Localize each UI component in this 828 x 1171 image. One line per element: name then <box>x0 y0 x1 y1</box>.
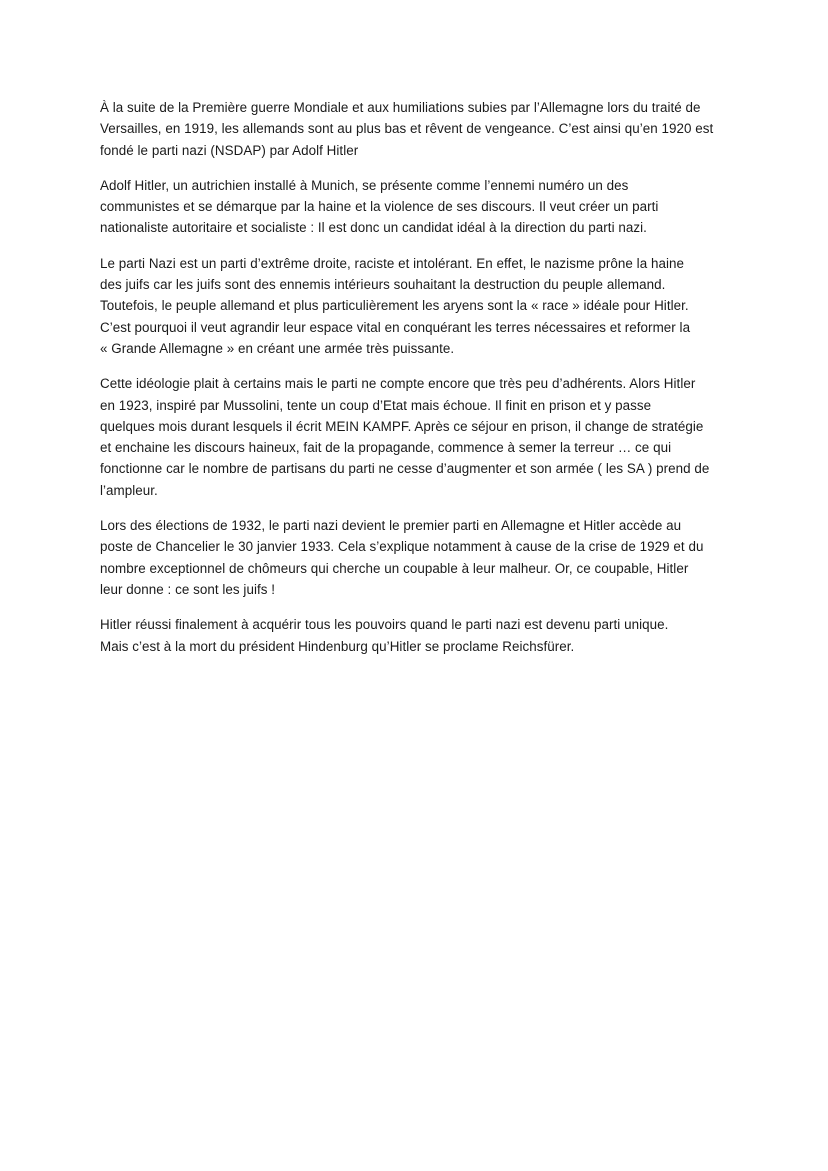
document-body <box>100 97 728 671</box>
paragraph-6: Hitler réussi finalement à acquérir tous les pouvoirs quand le parti nazi est devenu parti unique. Mais c’est à la mort du président Hindenburg qu’Hitler se proclame Reichsfürer. <box>100 617 669 654</box>
paragraph-5: Lors des élections de 1932, le parti nazi devient le premier parti en Allemagne et Hitler accède au poste de Chancelier le 30 janvier 1933. Cela s’explique notamment à cause de la crise de 1929 et du nombre exceptionnel de chômeurs qui cherche un coupable à leur malheur. Or, ce coupable, Hitler leur donne : ce sont les juifs ! <box>100 518 704 597</box>
paragraph-2: Adolf Hitler, un autrichien installé à Munich, se présente comme l’ennemi numéro un des communistes et se démarque par la haine et la violence de ses discours. Il veut créer un parti nationaliste autoritaire et socialiste : Il est donc un candidat idéal à la direction du parti nazi. <box>100 177 659 236</box>
paragraph-3: Le parti Nazi est un parti d’extrême droite, raciste et intolérant. En effet, le nazisme prône la haine des juifs car les juifs sont des ennemis intérieurs souhaitant la destruction du peuple allemand. Toutefois, le peuple allemand et plus particulièrement les aryens sont la « race » idéale pour Hitler. C’est pourquoi il veut agrandir leur espace vital en conquérant les terres nécessaires et reformer la « Grande Allemagne » en créant une armée très puissante. <box>100 255 691 356</box>
paragraph-4: Cette idéologie plait à certains mais le parti ne compte encore que très peu d’adhérents. Alors Hitler en 1923, inspiré par Mussolini, tente un coup d’Etat mais échoue. Il finit en prison et y passe quelques mois durant lesquels il écrit MEIN KAMPF. Après ce séjour en prison, il change de stratégie et enchaine les discours haineux, fait de la propagande, commence à semer la terreur … ce qui fonctionne car le nombre de partisans du parti ne cesse d’augmenter et son armée ( les SA ) prend de l’ampleur. <box>100 376 710 498</box>
paragraph-1: À la suite de la Première guerre Mondiale et aux humiliations subies par l’Allemagne lors du traité de Versailles, en 1919, les allemands sont au plus bas et rêvent de vengeance. C’est ainsi qu’en 1920 est fondé le parti nazi (NSDAP) par Adolf Hitler <box>100 100 714 158</box>
